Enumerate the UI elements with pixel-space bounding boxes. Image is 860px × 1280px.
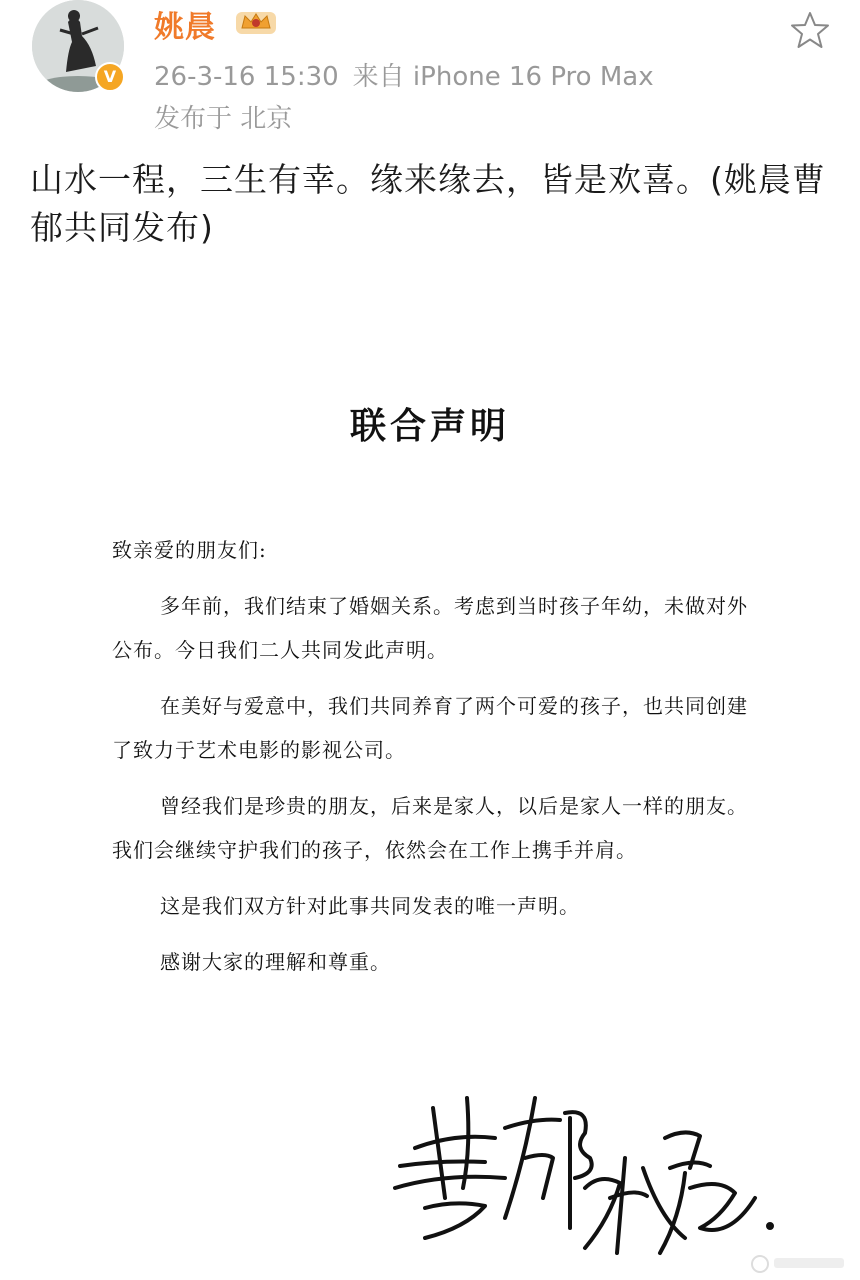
statement-title: 联合声明 xyxy=(349,405,510,447)
post-text: 山水一程，三生有幸。缘来缘去，皆是欢喜。(姚晨曹郁共同发布) xyxy=(30,160,826,247)
statement-paragraph: 多年前，我们结束了婚姻关系。考虑到当时孩子年幼，未做对外公布。今日我们二人共同发此声明。 xyxy=(112,594,748,662)
handwritten-signatures xyxy=(385,1078,785,1258)
post-date: 26-3-16 15:30 xyxy=(154,62,339,92)
post-source: 来自 iPhone 16 Pro Max xyxy=(352,62,654,92)
crown-badge-icon xyxy=(234,6,278,36)
verified-badge-icon: V xyxy=(95,62,125,92)
post-meta xyxy=(154,56,654,93)
statement-image[interactable] xyxy=(0,270,860,1280)
username[interactable]: 姚晨 xyxy=(154,10,216,45)
statement-paragraph: 这是我们双方针对此事共同发表的唯一声明。 xyxy=(160,894,580,918)
statement-paragraph: 感谢大家的理解和尊重。 xyxy=(160,950,391,974)
statement-paragraph: 曾经我们是珍贵的朋友，后来是家人，以后是家人一样的朋友。我们会继续守护我们的孩子，依然会在工作上携手并肩。 xyxy=(112,794,748,862)
favorite-star-icon[interactable] xyxy=(790,10,830,50)
statement-greeting: 致亲爱的朋友们: xyxy=(112,538,267,562)
weibo-watermark-icon xyxy=(748,1250,848,1274)
post-location: 发布于 北京 xyxy=(154,104,293,134)
statement-paragraph: 在美好与爱意中，我们共同养育了两个可爱的孩子，也共同创建了致力于艺术电影的影视公司。 xyxy=(112,694,748,762)
statement-body xyxy=(112,528,752,984)
